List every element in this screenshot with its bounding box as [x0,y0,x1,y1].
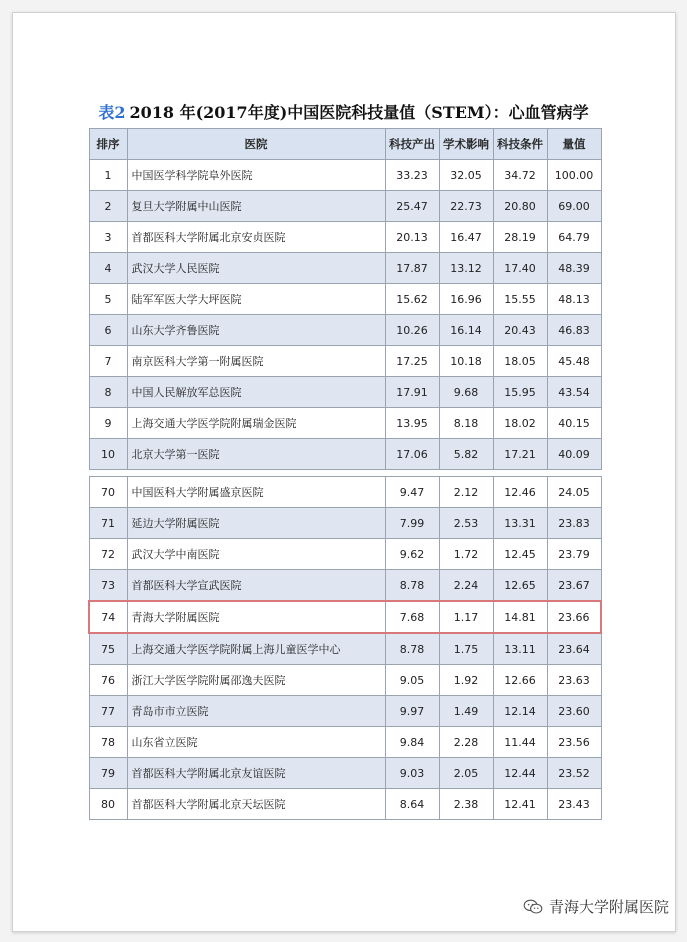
cell-output: 17.87 [385,253,439,284]
cell-rank: 10 [89,439,127,470]
cell-hospital: 北京大学第一医院 [127,439,385,470]
cell-impact: 1.72 [439,539,493,570]
cell-output: 9.62 [385,539,439,570]
header-hospital: 医院 [127,129,385,160]
cell-output: 17.06 [385,439,439,470]
cell-value: 23.83 [547,508,601,539]
cell-impact: 2.28 [439,727,493,758]
cell-impact: 1.49 [439,696,493,727]
cell-impact: 16.47 [439,222,493,253]
cell-rank: 8 [89,377,127,408]
cell-hospital: 青海大学附属医院 [127,601,385,633]
cell-hospital: 陆军军医大学大坪医院 [127,284,385,315]
cell-impact: 10.18 [439,346,493,377]
table-row [89,377,601,408]
wechat-icon [523,899,543,915]
cell-hospital: 南京医科大学第一附属医院 [127,346,385,377]
table-row [89,508,601,539]
table-row [89,191,601,222]
table-row [89,253,601,284]
table-title-text: 2018 年(2017年度)中国医院科技量值（STEM）：心血管病学 [129,103,589,122]
cell-hospital: 中国人民解放军总医院 [127,377,385,408]
cell-impact: 8.18 [439,408,493,439]
cell-value: 23.67 [547,570,601,602]
cell-value: 64.79 [547,222,601,253]
cell-output: 9.05 [385,665,439,696]
cell-value: 23.60 [547,696,601,727]
cell-hospital: 中国医学科学院阜外医院 [127,160,385,191]
cell-hospital: 上海交通大学医学院附属瑞金医院 [127,408,385,439]
cell-rank: 79 [89,758,127,789]
header-output: 科技产出 [385,129,439,160]
table-row-highlighted [89,601,601,633]
cell-rank: 76 [89,665,127,696]
cell-value: 46.83 [547,315,601,346]
cell-rank: 5 [89,284,127,315]
cell-rank: 72 [89,539,127,570]
cell-value: 48.39 [547,253,601,284]
cell-rank: 78 [89,727,127,758]
cell-output: 8.78 [385,570,439,602]
cell-output: 17.25 [385,346,439,377]
table-row [89,789,601,820]
cell-impact: 2.53 [439,508,493,539]
cell-condition: 20.43 [493,315,547,346]
table-row [89,665,601,696]
cell-hospital: 武汉大学人民医院 [127,253,385,284]
cell-rank: 71 [89,508,127,539]
cell-condition: 18.02 [493,408,547,439]
cell-condition: 13.11 [493,633,547,665]
cell-output: 9.03 [385,758,439,789]
cell-impact: 2.38 [439,789,493,820]
row-gap-cell [89,470,601,477]
cell-output: 25.47 [385,191,439,222]
row-gap [89,470,601,477]
cell-value: 23.56 [547,727,601,758]
cell-hospital: 青岛市市立医院 [127,696,385,727]
cell-value: 23.64 [547,633,601,665]
table-row [89,222,601,253]
cell-hospital: 上海交通大学医学院附属上海儿童医学中心 [127,633,385,665]
cell-rank: 75 [89,633,127,665]
header-impact: 学术影响 [439,129,493,160]
table-row [89,696,601,727]
cell-condition: 11.44 [493,727,547,758]
cell-hospital: 武汉大学中南医院 [127,539,385,570]
table-row [89,570,601,602]
cell-output: 8.64 [385,789,439,820]
cell-condition: 14.81 [493,601,547,633]
table-row [89,160,601,191]
cell-impact: 2.05 [439,758,493,789]
cell-hospital: 首都医科大学附属北京天坛医院 [127,789,385,820]
cell-value: 23.43 [547,789,601,820]
cell-condition: 12.46 [493,477,547,508]
header-row [89,129,601,160]
cell-rank: 70 [89,477,127,508]
cell-hospital: 首都医科大学附属北京安贞医院 [127,222,385,253]
cell-value: 40.15 [547,408,601,439]
cell-value: 23.79 [547,539,601,570]
cell-condition: 12.41 [493,789,547,820]
table-row [89,727,601,758]
cell-condition: 12.14 [493,696,547,727]
table-title [0,100,687,123]
cell-condition: 15.55 [493,284,547,315]
cell-impact: 16.14 [439,315,493,346]
cell-value: 23.52 [547,758,601,789]
cell-condition: 12.66 [493,665,547,696]
cell-impact: 2.12 [439,477,493,508]
cell-impact: 1.75 [439,633,493,665]
cell-hospital: 浙江大学医学院附属邵逸夫医院 [127,665,385,696]
cell-condition: 28.19 [493,222,547,253]
cell-condition: 13.31 [493,508,547,539]
cell-hospital: 延边大学附属医院 [127,508,385,539]
cell-output: 9.84 [385,727,439,758]
table-row [89,439,601,470]
cell-rank: 80 [89,789,127,820]
cell-output: 9.47 [385,477,439,508]
header-value: 量值 [547,129,601,160]
cell-output: 7.68 [385,601,439,633]
table-row [89,284,601,315]
table-row [89,315,601,346]
cell-hospital: 首都医科大学宣武医院 [127,570,385,602]
cell-rank: 3 [89,222,127,253]
cell-value: 43.54 [547,377,601,408]
cell-output: 9.97 [385,696,439,727]
table-row [89,477,601,508]
cell-value: 69.00 [547,191,601,222]
cell-condition: 34.72 [493,160,547,191]
cell-impact: 13.12 [439,253,493,284]
cell-output: 8.78 [385,633,439,665]
cell-rank: 1 [89,160,127,191]
cell-value: 24.05 [547,477,601,508]
cell-impact: 5.82 [439,439,493,470]
cell-output: 20.13 [385,222,439,253]
cell-value: 100.00 [547,160,601,191]
header-condition: 科技条件 [493,129,547,160]
cell-value: 48.13 [547,284,601,315]
cell-hospital: 复旦大学附属中山医院 [127,191,385,222]
cell-impact: 9.68 [439,377,493,408]
cell-impact: 32.05 [439,160,493,191]
cell-output: 13.95 [385,408,439,439]
table-row [89,346,601,377]
watermark [523,896,669,917]
cell-hospital: 首都医科大学附属北京友谊医院 [127,758,385,789]
cell-rank: 7 [89,346,127,377]
watermark-text: 青海大学附属医院 [548,898,669,916]
cell-rank: 77 [89,696,127,727]
cell-hospital: 山东大学齐鲁医院 [127,315,385,346]
table-row [89,633,601,665]
cell-condition: 15.95 [493,377,547,408]
cell-rank: 73 [89,570,127,602]
cell-impact: 22.73 [439,191,493,222]
cell-output: 7.99 [385,508,439,539]
table-row [89,539,601,570]
cell-condition: 20.80 [493,191,547,222]
cell-output: 10.26 [385,315,439,346]
cell-condition: 12.65 [493,570,547,602]
cell-rank: 2 [89,191,127,222]
cell-value: 45.48 [547,346,601,377]
header-rank: 排序 [89,129,127,160]
cell-condition: 17.21 [493,439,547,470]
ranking-table [88,128,602,820]
cell-value: 23.63 [547,665,601,696]
cell-hospital: 中国医科大学附属盛京医院 [127,477,385,508]
cell-rank: 9 [89,408,127,439]
cell-rank: 6 [89,315,127,346]
cell-output: 17.91 [385,377,439,408]
cell-condition: 12.45 [493,539,547,570]
cell-condition: 12.44 [493,758,547,789]
cell-impact: 16.96 [439,284,493,315]
cell-output: 33.23 [385,160,439,191]
cell-output: 15.62 [385,284,439,315]
cell-rank: 4 [89,253,127,284]
cell-rank: 74 [89,601,127,633]
cell-impact: 1.17 [439,601,493,633]
cell-impact: 1.92 [439,665,493,696]
cell-condition: 17.40 [493,253,547,284]
table-label: 表2 [98,103,126,122]
cell-condition: 18.05 [493,346,547,377]
table-row [89,408,601,439]
cell-hospital: 山东省立医院 [127,727,385,758]
cell-impact: 2.24 [439,570,493,602]
cell-value: 23.66 [547,601,601,633]
cell-value: 40.09 [547,439,601,470]
table-row [89,758,601,789]
table-body [89,160,601,820]
